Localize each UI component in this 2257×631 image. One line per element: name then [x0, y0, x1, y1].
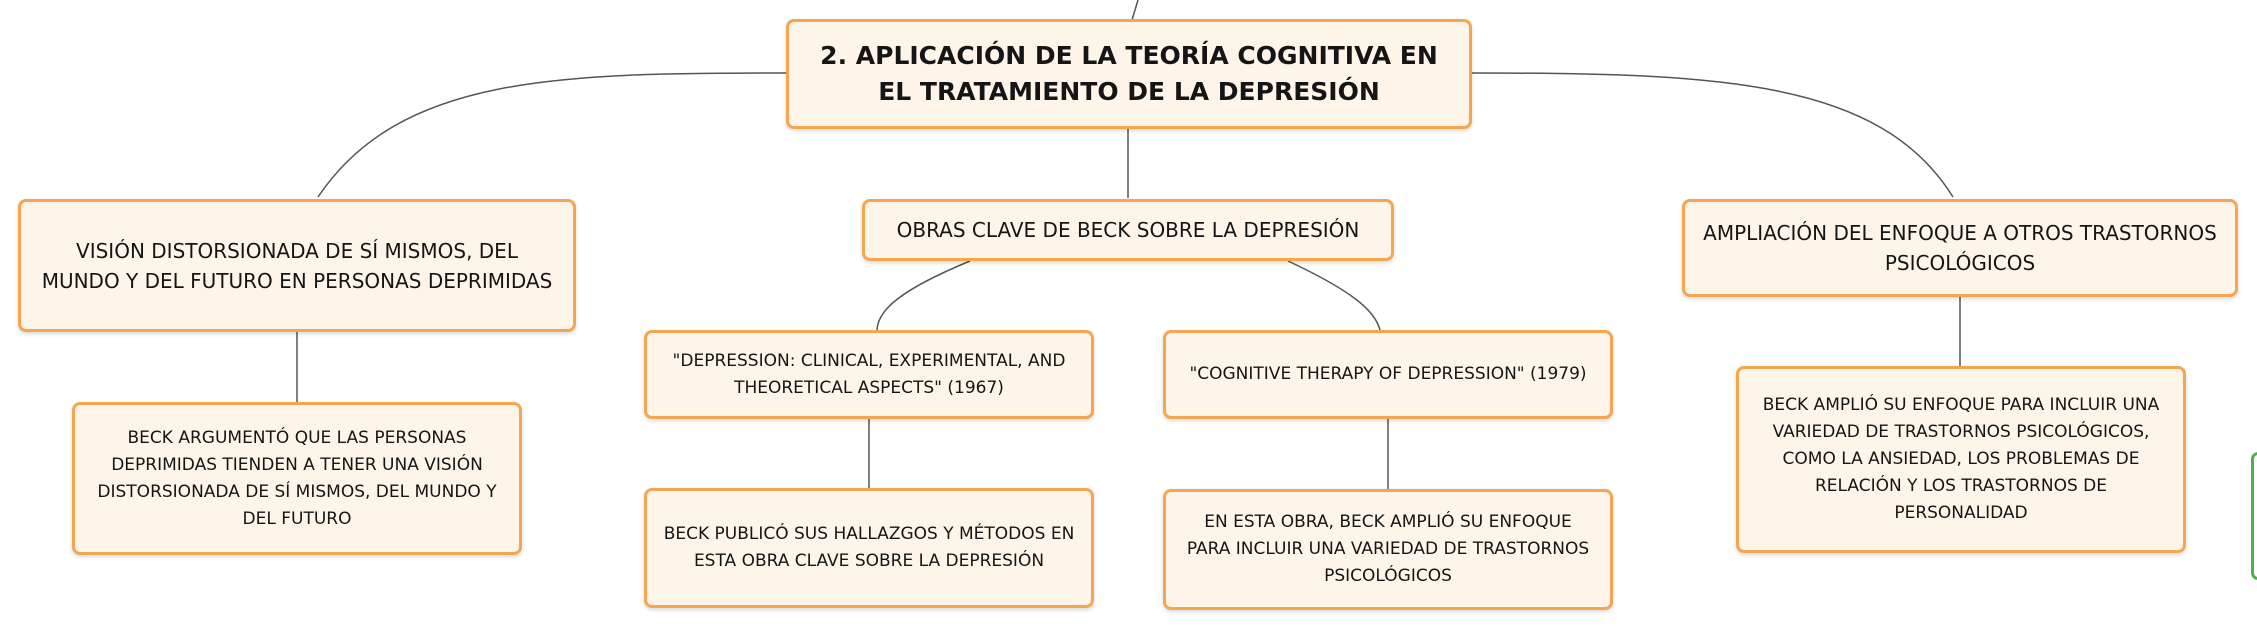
branch-vision-label: VISIÓN DISTORSIONADA DE SÍ MISMOS, DEL MUNDO Y DEL FUTURO EN PERSONAS DEPRIMIDAS: [41, 238, 553, 293]
book-1979-label: "COGNITIVE THERAPY OF DEPRESSION" (1979): [1189, 364, 1587, 384]
expansion-summary-node[interactable]: [1736, 366, 2186, 553]
branch-works-node[interactable]: [862, 199, 1394, 261]
connector-parent-to-root: [1132, 0, 1138, 20]
vision-argument-node[interactable]: [72, 402, 522, 555]
side-panel-tab[interactable]: [2251, 452, 2257, 580]
root-topic-node[interactable]: [786, 19, 1472, 129]
connector-root-to-vision: [318, 73, 786, 197]
branch-works-label: OBRAS CLAVE DE BECK SOBRE LA DEPRESIÓN: [896, 218, 1360, 242]
book-1967-summary-label: BECK PUBLICÓ SUS HALLAZGOS Y MÉTODOS EN ESTA OBRA CLAVE SOBRE LA DEPRESIÓN: [663, 524, 1075, 571]
root-topic-label: 2. APLICACIÓN DE LA TEORÍA COGNITIVA EN EL TRATAMIENTO DE LA DEPRESIÓN: [820, 41, 1438, 106]
branch-expansion-label: AMPLIACIÓN DEL ENFOQUE A OTROS TRASTORNOS PSICOLÓGICOS: [1703, 221, 2217, 275]
book-1967-node[interactable]: [644, 330, 1094, 419]
book-1967-summary-node[interactable]: [644, 488, 1094, 608]
book-1979-summary-node[interactable]: [1163, 489, 1613, 610]
book-1979-summary-label: EN ESTA OBRA, BECK AMPLIÓ SU ENFOQUE PARA INCLUIR UNA VARIEDAD DE TRASTORNOS PSICOLÓGICOS: [1186, 512, 1590, 586]
vision-argument-label: BECK ARGUMENTÓ QUE LAS PERSONAS DEPRIMIDAS TIENDEN A TENER UNA VISIÓN DISTORSIONADA DE SÍ MISMOS, DEL MUNDO Y DEL FUTURO: [97, 427, 497, 529]
connector-root-to-expansion: [1472, 73, 1953, 197]
book-1979-node[interactable]: [1163, 330, 1613, 419]
expansion-summary-label: BECK AMPLIÓ SU ENFOQUE PARA INCLUIR UNA VARIEDAD DE TRASTORNOS PSICOLÓGICOS, COMO LA ANSIEDAD, LOS PROBLEMAS DE RELACIÓN Y LOS TRASTORNOS DE PERSONALIDAD: [1762, 395, 2160, 523]
connector-works-to-book1967: [877, 261, 970, 330]
branch-vision-node[interactable]: [18, 199, 576, 332]
branch-expansion-node[interactable]: [1682, 199, 2238, 297]
book-1967-label: "DEPRESSION: CLINICAL, EXPERIMENTAL, AND THEORETICAL ASPECTS" (1967): [672, 350, 1066, 398]
connector-works-to-book1979: [1288, 261, 1380, 330]
